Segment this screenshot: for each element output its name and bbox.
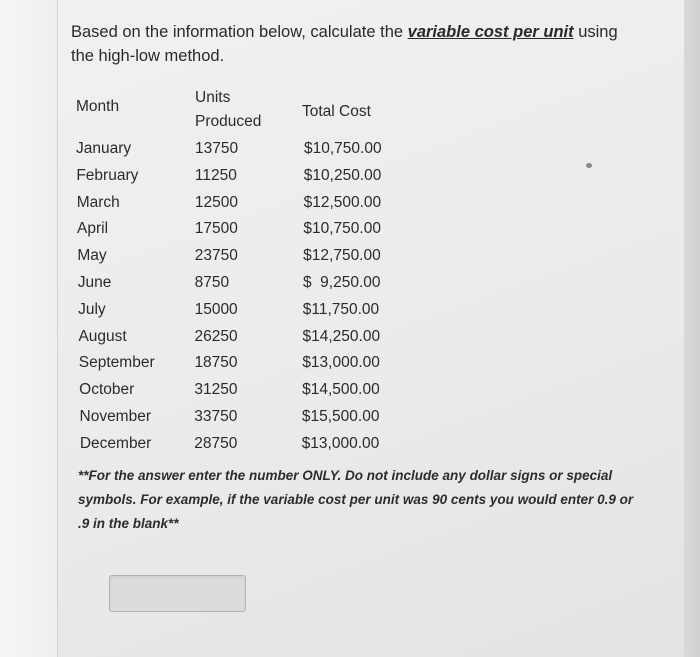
total-cost-cell: $10,750.00 xyxy=(304,140,382,157)
smudge-mark xyxy=(586,163,592,168)
total-cost-cell: $10,250.00 xyxy=(303,166,382,184)
total-cost-cell: $12,750.00 xyxy=(303,247,381,265)
month-column-header: Month xyxy=(76,98,120,115)
month-cell: March xyxy=(76,193,120,211)
table-row xyxy=(0,193,700,213)
total-cost-cell: $10,750.00 xyxy=(303,220,381,238)
table-row xyxy=(0,380,700,400)
answer-input[interactable] xyxy=(109,575,246,612)
total-cost-cell: $ 9,250.00 xyxy=(302,274,381,291)
question-emphasis: variable cost per unit xyxy=(407,23,574,41)
units-cell: 33750 xyxy=(194,408,238,425)
total-cost-column-header: Total Cost xyxy=(302,103,371,120)
table-row xyxy=(0,353,700,373)
month-cell: December xyxy=(79,434,152,452)
table-row xyxy=(0,434,700,454)
month-cell: August xyxy=(78,327,127,345)
month-cell: January xyxy=(76,140,132,157)
question-text-before: Based on the information below, calculate the xyxy=(71,23,408,41)
month-cell: July xyxy=(78,300,106,318)
month-cell: September xyxy=(78,354,155,372)
table-row xyxy=(0,219,700,239)
total-cost-cell: $14,500.00 xyxy=(302,381,380,399)
total-cost-cell: $15,500.00 xyxy=(301,408,380,425)
units-cell: 13750 xyxy=(195,140,239,157)
table-row xyxy=(0,407,700,427)
units-cell: 31250 xyxy=(194,381,238,399)
table-row xyxy=(0,300,700,320)
units-cell: 8750 xyxy=(194,274,230,291)
month-cell: May xyxy=(77,247,107,265)
units-column-header-line1: Units xyxy=(195,89,231,106)
units-cell: 28750 xyxy=(194,434,238,452)
month-cell: June xyxy=(77,274,112,291)
table-row xyxy=(0,166,700,186)
answer-instructions: **For the answer enter the number ONLY. Do not include any dollar signs or special symbols. For example, if the variable cost per unit was 90 cents you would enter 0.9 or .9 in the blank** xyxy=(78,468,634,531)
month-cell: April xyxy=(77,220,109,238)
units-cell: 26250 xyxy=(194,327,238,345)
total-cost-cell: $13,000.00 xyxy=(301,434,380,452)
units-cell: 11250 xyxy=(194,166,237,184)
units-column-header-line2: Produced xyxy=(195,113,262,130)
total-cost-cell: $14,250.00 xyxy=(302,327,381,345)
month-cell: November xyxy=(79,408,151,425)
units-cell: 18750 xyxy=(194,354,238,372)
total-cost-cell: $12,500.00 xyxy=(303,193,382,211)
month-cell: February xyxy=(76,166,139,184)
month-cell: October xyxy=(79,381,135,399)
total-cost-cell: $11,750.00 xyxy=(302,300,380,318)
total-cost-cell: $13,000.00 xyxy=(302,354,380,372)
units-cell: 23750 xyxy=(194,247,238,265)
units-cell: 15000 xyxy=(194,300,238,318)
table-row xyxy=(0,327,700,347)
units-cell: 12500 xyxy=(194,193,238,211)
table-row xyxy=(0,139,700,159)
question-text-after: using the high-low method. xyxy=(71,23,618,65)
table-row xyxy=(0,273,700,293)
units-cell: 17500 xyxy=(194,220,238,238)
table-row xyxy=(0,246,700,266)
